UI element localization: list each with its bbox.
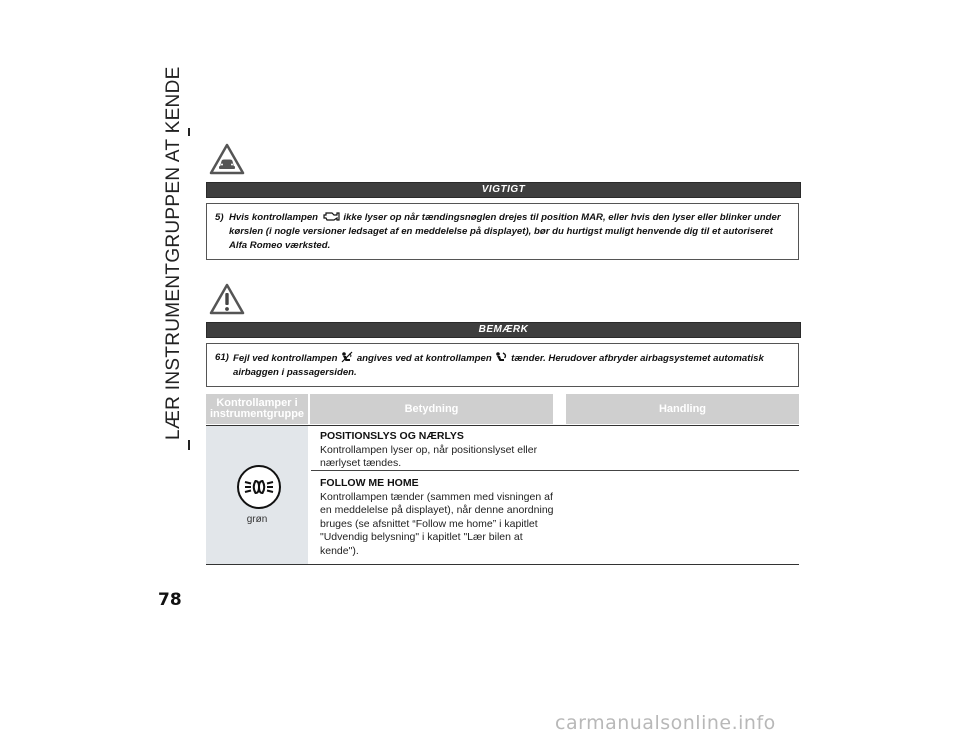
note-number: 5) — [215, 212, 224, 223]
note-text-continuation: airbaggen i passagersiden. — [233, 367, 357, 378]
warning-heading-bar-2: BEMÆRK — [206, 322, 801, 338]
note-text — [229, 211, 792, 253]
table-header-action: Handling — [566, 394, 799, 424]
note-text-middle: angives ved at kontrollampen — [356, 353, 492, 364]
table-header-lamps: Kontrollamper i instrumentgruppe — [206, 394, 308, 424]
note-number: 61) — [215, 352, 229, 363]
side-rule-top — [188, 128, 190, 136]
position-lights-icon — [236, 464, 282, 510]
entry-body: Kontrollampen tænder (sammen med visningen af en meddelelse på displayet), når denne anordning bruges (se afsnittet “Follow me home” i kapitlet "Udvendig belysning" i kapitlet "Lær bilen at kende"). — [320, 490, 554, 557]
exclamation-warning-icon — [209, 283, 245, 315]
page-number: 78 — [158, 590, 182, 610]
note-text-after: ikke lyser op når tændingsnøglen drejes til position MAR, eller hvis den lyser eller blinker — [343, 212, 752, 223]
warning-note-1 — [215, 211, 792, 253]
warning-box-1 — [206, 203, 799, 260]
note-text-before: Hvis kontrollampen — [229, 212, 319, 223]
table-bottom-rule — [206, 564, 799, 565]
note-text — [233, 351, 792, 380]
entry-title: FOLLOW ME HOME — [320, 477, 419, 489]
note-text-after: tænder. Herudover afbryder airbagsystemet automatisk — [511, 353, 764, 364]
entry-body: Kontrollampen lyser op, når positionslyset eller nærlyset tændes. — [320, 443, 538, 469]
note-text-before: Fejl ved kontrollampen — [233, 353, 338, 364]
warning-box-2 — [206, 343, 799, 387]
note-text-continuation: under kørslen (i nogle versioner ledsaget af en meddelelse på displayet), bør du hurtigst muligt henvende dig til et autoriseret Alfa Romeo værksted. — [229, 212, 781, 251]
engine-icon — [322, 211, 340, 222]
warning-note-2 — [215, 351, 792, 380]
entry-follow-me-home — [320, 477, 560, 558]
entry-title: POSITIONSLYS OG NÆRLYS — [320, 430, 464, 442]
entry-position-lights — [320, 430, 560, 471]
airbag-off-icon — [341, 351, 353, 363]
car-warning-icon — [209, 143, 245, 175]
warning-heading-bar-1: VIGTIGT — [206, 182, 801, 198]
lamp-color-caption: grøn — [246, 514, 268, 525]
table-header-meaning: Betydning — [310, 394, 553, 424]
row-separator — [311, 470, 799, 471]
watermark: carmanualsonline.info — [555, 712, 776, 734]
lamp-icon-cell — [206, 426, 308, 564]
side-rule-bottom — [188, 440, 190, 450]
chapter-side-title: LÆR INSTRUMENTGRUPPEN AT KENDE — [163, 66, 184, 440]
airbag-icon — [495, 351, 507, 363]
